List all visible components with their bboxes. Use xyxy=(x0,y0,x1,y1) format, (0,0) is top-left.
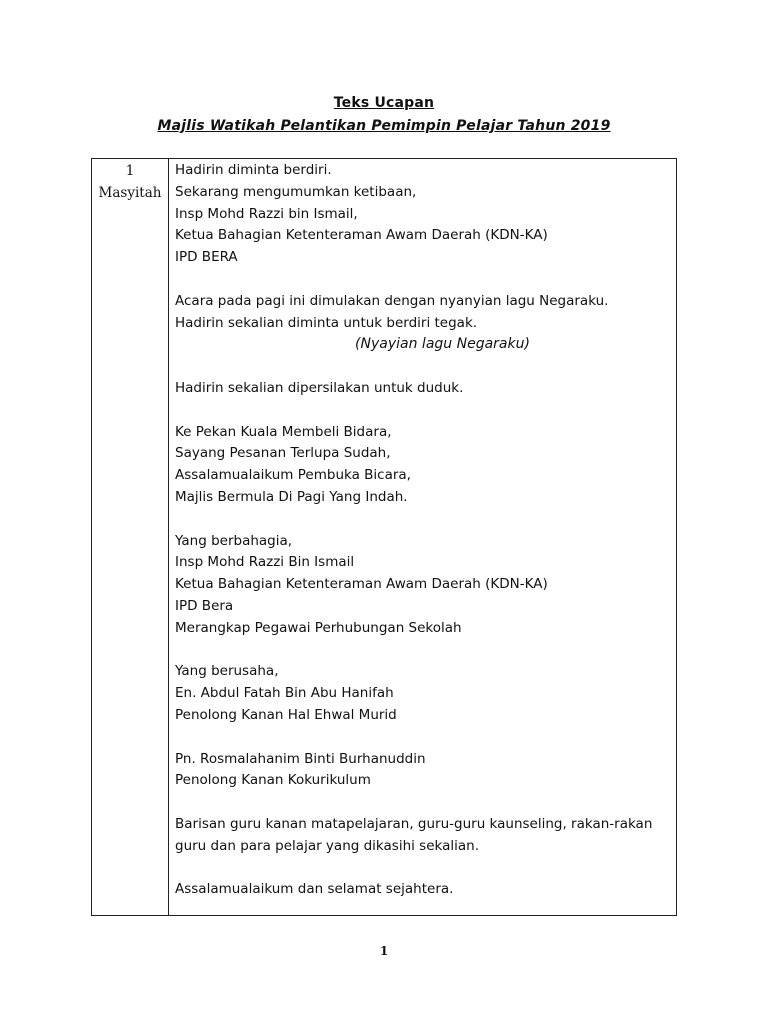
paragraph-arrival xyxy=(175,160,670,269)
row-number: 1 xyxy=(125,163,135,179)
text-line: Sayang Pesanan Terlupa Sudah, xyxy=(175,445,391,462)
text-line: Insp Mohd Razzi bin Ismail, xyxy=(175,205,358,222)
document-title: Teks Ucapan xyxy=(333,95,435,111)
paragraph-hem xyxy=(175,661,670,726)
text-line: Ke Pekan Kuala Membeli Bidara, xyxy=(175,423,392,440)
document-subtitle: Majlis Watikah Pelantikan Pemimpin Pelajar Tahun 2019 xyxy=(157,118,611,134)
text-line: Hadirin sekalian diminta untuk berdiri tegak. xyxy=(175,314,478,331)
text-line: Ketua Bahagian Ketenteraman Awam Daerah (KDN-KA) xyxy=(175,227,548,244)
text-line: Yang berbahagia, xyxy=(175,532,293,549)
speaker-cell xyxy=(92,160,168,204)
text-line: Hadirin sekalian dipersilakan untuk duduk. xyxy=(175,379,464,396)
text-line: Sekarang mengumumkan ketibaan, xyxy=(175,183,417,200)
text-line: En. Abdul Fatah Bin Abu Hanifah xyxy=(175,685,394,702)
paragraph-anthem xyxy=(175,291,670,356)
paragraph-pantun xyxy=(175,422,670,509)
text-line: IPD Bera xyxy=(175,597,234,614)
speaker-name: Masyitah xyxy=(98,185,162,201)
text-line: Acara pada pagi ini dimulakan dengan nyanyian lagu Negaraku. xyxy=(175,292,609,309)
text-line: Penolong Kanan Hal Ehwal Murid xyxy=(175,706,397,723)
text-line: guru dan para pelajar yang dikasihi sekalian. xyxy=(175,837,479,854)
anthem-note: (Nyayian lagu Negaraku) xyxy=(355,336,530,353)
text-line: Penolong Kanan Kokurikulum xyxy=(175,772,371,789)
page-number: 1 xyxy=(379,944,389,958)
text-line: Insp Mohd Razzi Bin Ismail xyxy=(175,554,355,571)
paragraph-teachers xyxy=(175,814,670,858)
paragraph-seated xyxy=(175,378,670,400)
text-line: Merangkap Pegawai Perhubungan Sekolah xyxy=(175,619,462,636)
text-line: Assalamualaikum dan selamat sejahtera. xyxy=(175,881,454,898)
text-line: Hadirin diminta berdiri. xyxy=(175,162,332,178)
text-line: Ketua Bahagian Ketenteraman Awam Daerah (KDN-KA) xyxy=(175,576,548,593)
text-line: IPD BERA xyxy=(175,249,238,266)
table-column-divider xyxy=(168,158,169,916)
paragraph-greeting xyxy=(175,879,670,901)
text-line: Pn. Rosmalahanim Binti Burhanuddin xyxy=(175,750,426,767)
text-line: Barisan guru kanan matapelajaran, guru-guru kaunseling, rakan-rakan xyxy=(175,815,653,832)
text-line: Yang berusaha, xyxy=(175,663,279,680)
text-line: Majlis Bermula Di Pagi Yang Indah. xyxy=(175,488,408,505)
paragraph-guest xyxy=(175,531,670,640)
paragraph-koko xyxy=(175,749,670,793)
speech-content xyxy=(175,160,670,901)
text-line: Assalamualaikum Pembuka Bicara, xyxy=(175,467,411,484)
